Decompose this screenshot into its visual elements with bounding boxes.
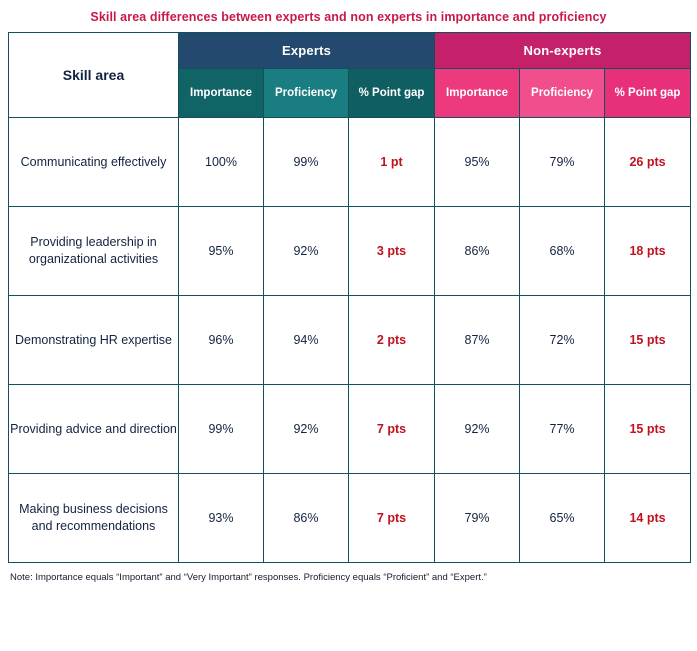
column-header-nonexperts-point-gap: % Point gap xyxy=(605,69,691,118)
cell-nonexperts-importance: 79% xyxy=(435,474,520,563)
group-header-nonexperts: Non-experts xyxy=(435,33,691,69)
cell-nonexperts-proficiency: 72% xyxy=(520,296,605,385)
cell-experts-point-gap: 7 pts xyxy=(349,474,435,563)
column-header-skill-area: Skill area xyxy=(9,33,179,118)
table-row xyxy=(9,385,691,474)
column-header-experts-point-gap: % Point gap xyxy=(349,69,435,118)
cell-experts-proficiency: 92% xyxy=(264,207,349,296)
cell-skill-area: Making business decisions and recommendations xyxy=(9,474,179,563)
cell-experts-importance: 95% xyxy=(179,207,264,296)
cell-skill-area: Providing advice and direction xyxy=(9,385,179,474)
cell-skill-area: Demonstrating HR expertise xyxy=(9,296,179,385)
cell-nonexperts-importance: 92% xyxy=(435,385,520,474)
table-row xyxy=(9,207,691,296)
cell-nonexperts-point-gap: 18 pts xyxy=(605,207,691,296)
cell-experts-importance: 99% xyxy=(179,385,264,474)
chart-title: Skill area differences between experts and non experts in importance and proficiency xyxy=(90,10,607,24)
cell-experts-proficiency: 92% xyxy=(264,385,349,474)
cell-nonexperts-point-gap: 15 pts xyxy=(605,385,691,474)
table-body xyxy=(9,118,691,563)
header-group-row xyxy=(9,33,691,69)
skill-comparison-table xyxy=(8,32,691,563)
cell-nonexperts-proficiency: 79% xyxy=(520,118,605,207)
cell-experts-proficiency: 86% xyxy=(264,474,349,563)
cell-nonexperts-proficiency: 77% xyxy=(520,385,605,474)
cell-skill-area: Communicating effectively xyxy=(9,118,179,207)
cell-nonexperts-point-gap: 26 pts xyxy=(605,118,691,207)
table-row xyxy=(9,296,691,385)
table-row xyxy=(9,118,691,207)
table-row xyxy=(9,474,691,563)
cell-skill-area: Providing leadership in organizational activities xyxy=(9,207,179,296)
group-header-experts: Experts xyxy=(179,33,435,69)
cell-nonexperts-importance: 86% xyxy=(435,207,520,296)
chart-note: Note: Importance equals “Important” and “Very Important” responses. Proficiency equals “Proficient” and “Expert.” xyxy=(10,572,487,583)
column-header-nonexperts-proficiency: Proficiency xyxy=(520,69,605,118)
cell-nonexperts-importance: 95% xyxy=(435,118,520,207)
cell-experts-proficiency: 99% xyxy=(264,118,349,207)
cell-experts-importance: 96% xyxy=(179,296,264,385)
column-header-nonexperts-importance: Importance xyxy=(435,69,520,118)
cell-experts-importance: 93% xyxy=(179,474,264,563)
cell-experts-importance: 100% xyxy=(179,118,264,207)
cell-nonexperts-point-gap: 15 pts xyxy=(605,296,691,385)
cell-nonexperts-proficiency: 68% xyxy=(520,207,605,296)
cell-experts-point-gap: 7 pts xyxy=(349,385,435,474)
cell-experts-point-gap: 1 pt xyxy=(349,118,435,207)
cell-nonexperts-proficiency: 65% xyxy=(520,474,605,563)
column-header-experts-proficiency: Proficiency xyxy=(264,69,349,118)
cell-experts-point-gap: 3 pts xyxy=(349,207,435,296)
cell-experts-point-gap: 2 pts xyxy=(349,296,435,385)
column-header-experts-importance: Importance xyxy=(179,69,264,118)
cell-experts-proficiency: 94% xyxy=(264,296,349,385)
cell-nonexperts-importance: 87% xyxy=(435,296,520,385)
table-header xyxy=(9,33,691,118)
cell-nonexperts-point-gap: 14 pts xyxy=(605,474,691,563)
